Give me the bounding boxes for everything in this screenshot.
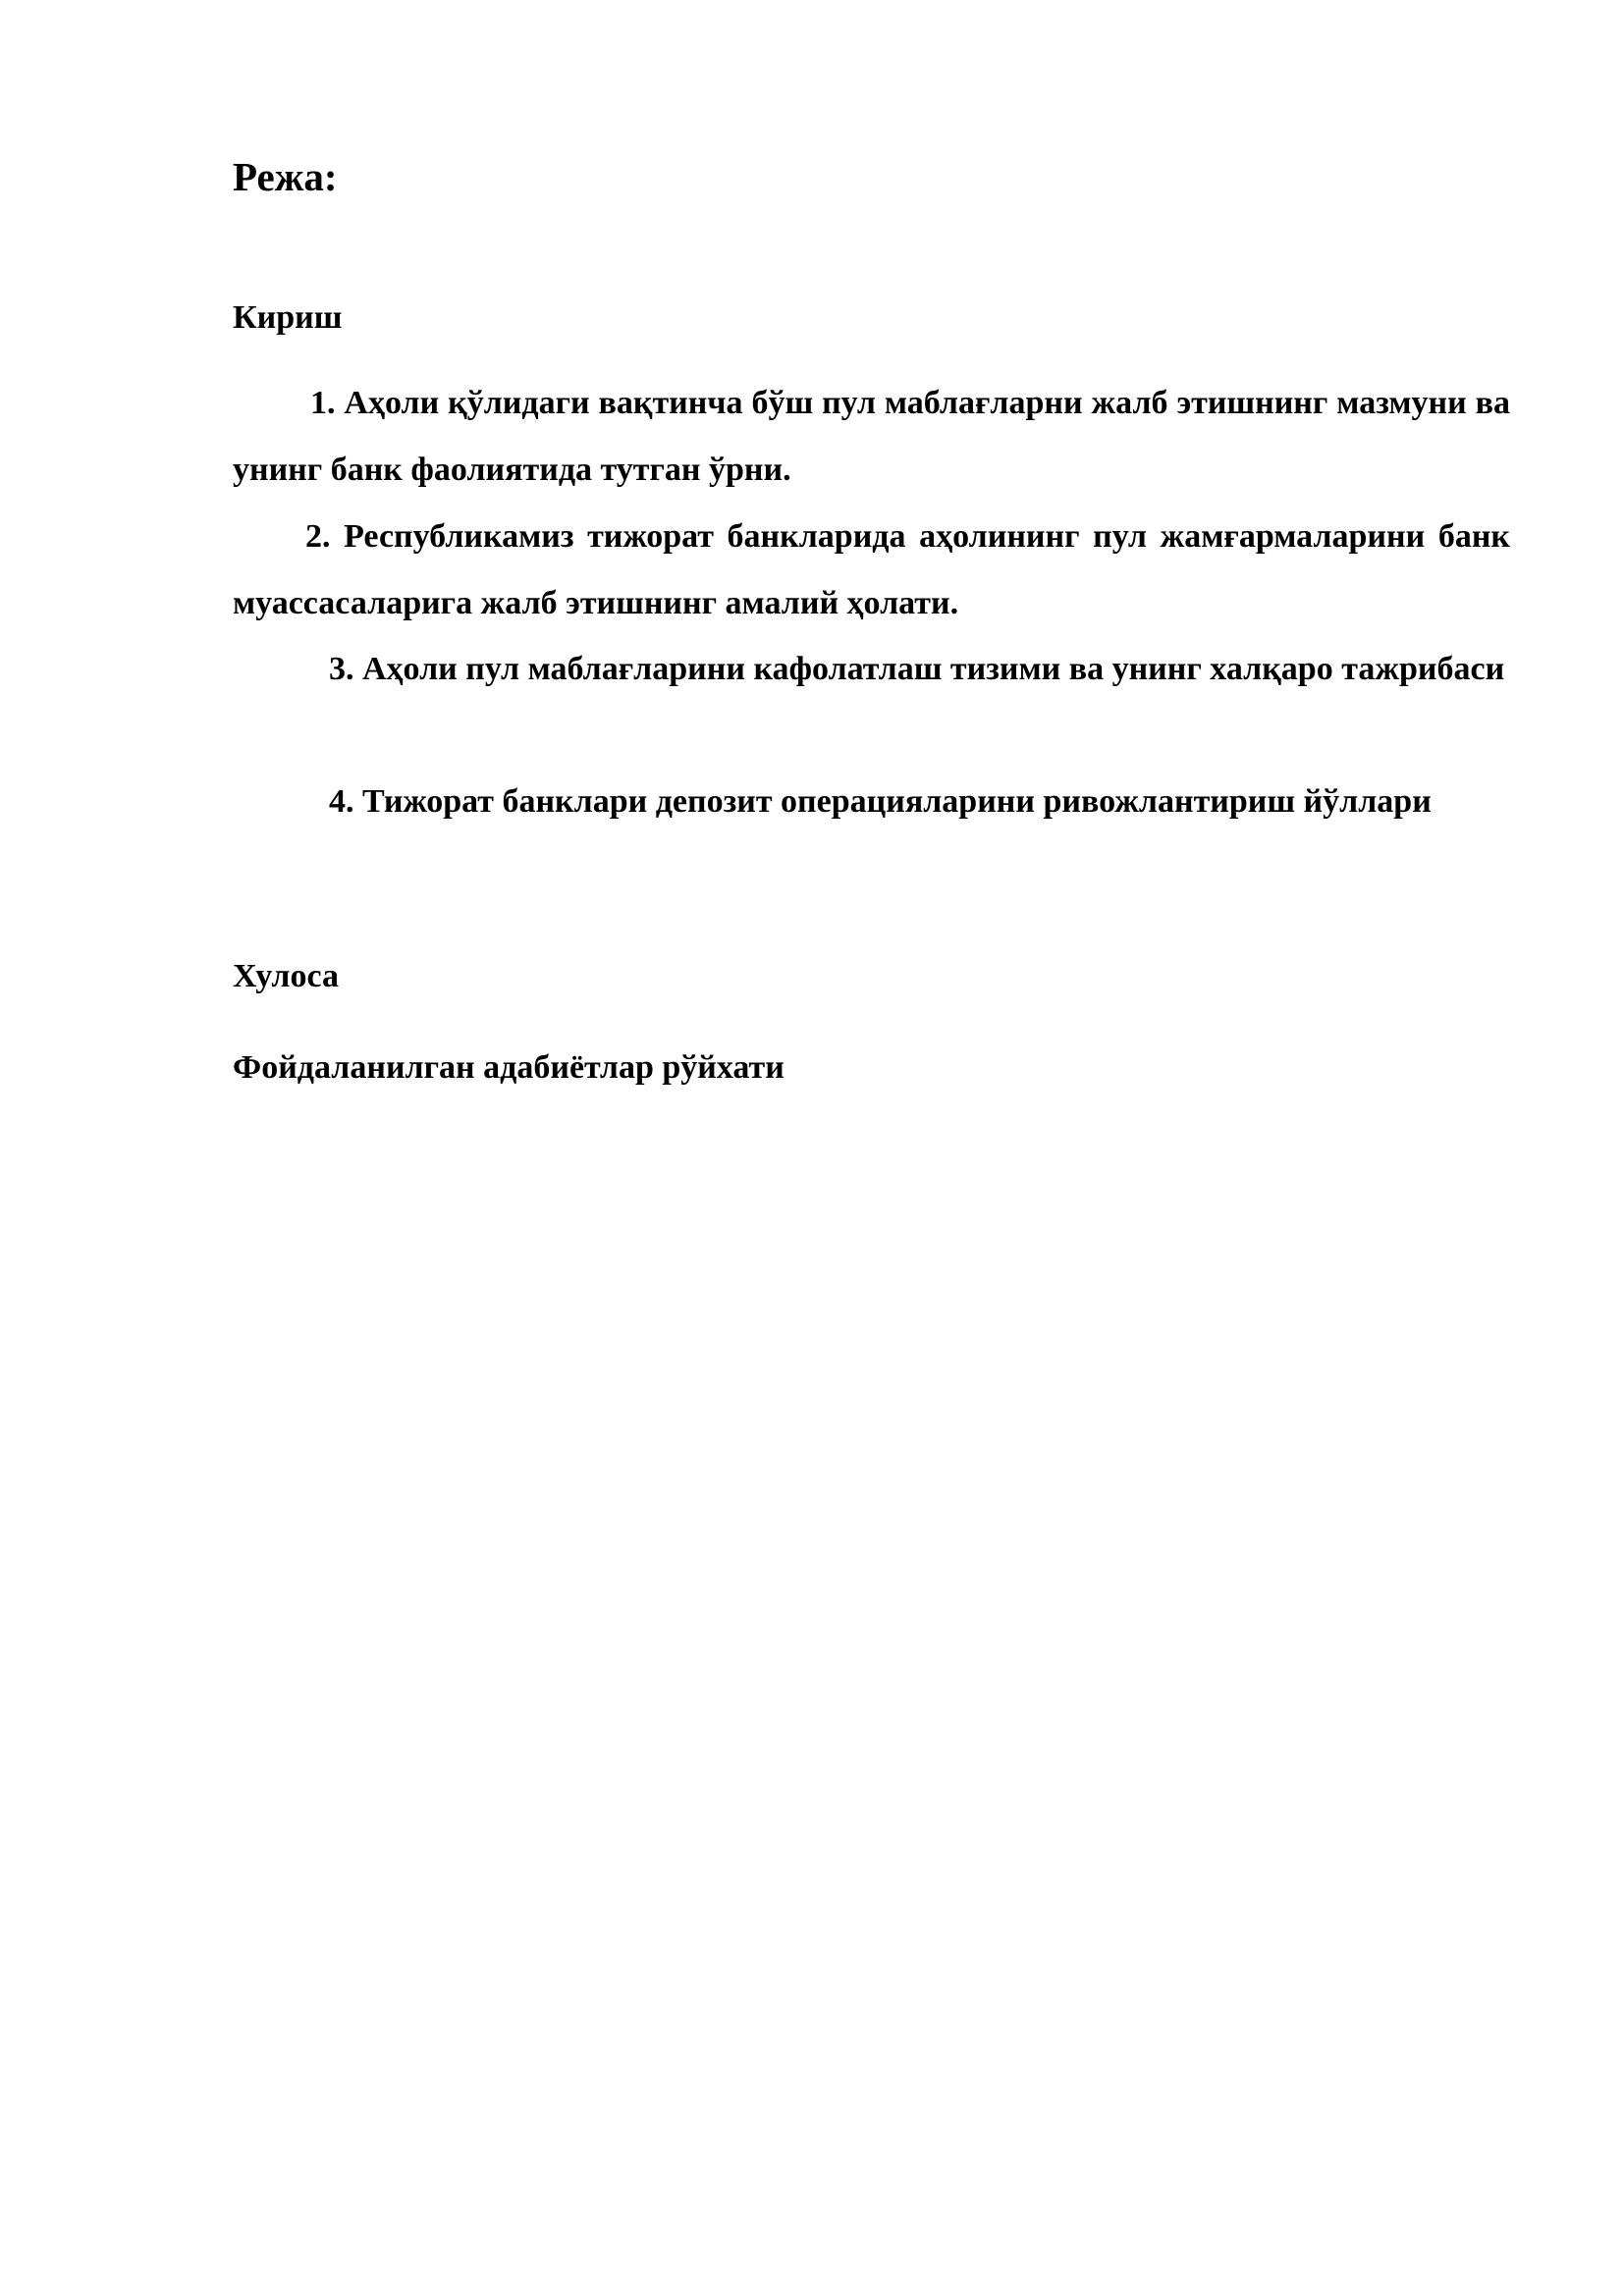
references-heading: Фойдаланилган адабиётлар рўйхати [233, 1049, 784, 1086]
plan-item-4: 4. Тижорат банклари депозит операцияларини ривожлантириш йўллари [329, 783, 1432, 820]
plan-title: Режа: [233, 154, 338, 199]
plan-item-3: 3. Аҳоли пул маблағларини кафолатлаш тизими ва унинг халқаро тажрибаси [329, 651, 1505, 687]
plan-item-1: 1. Аҳоли қўлидаги вақтинча бўш пул маблағларни жалб этишнинг мазмуни ва унинг банк фаолиятида тутган ўрни. [233, 385, 1510, 488]
conclusion-heading: Хулоса [233, 958, 339, 994]
intro-heading: Кириш [233, 299, 343, 336]
plan-item-2: 2. Республикамиз тижорат банкларида аҳолининг пул жамғармаларини банк муассасаларига жалб этишнинг амалий ҳолати. [233, 518, 1510, 621]
